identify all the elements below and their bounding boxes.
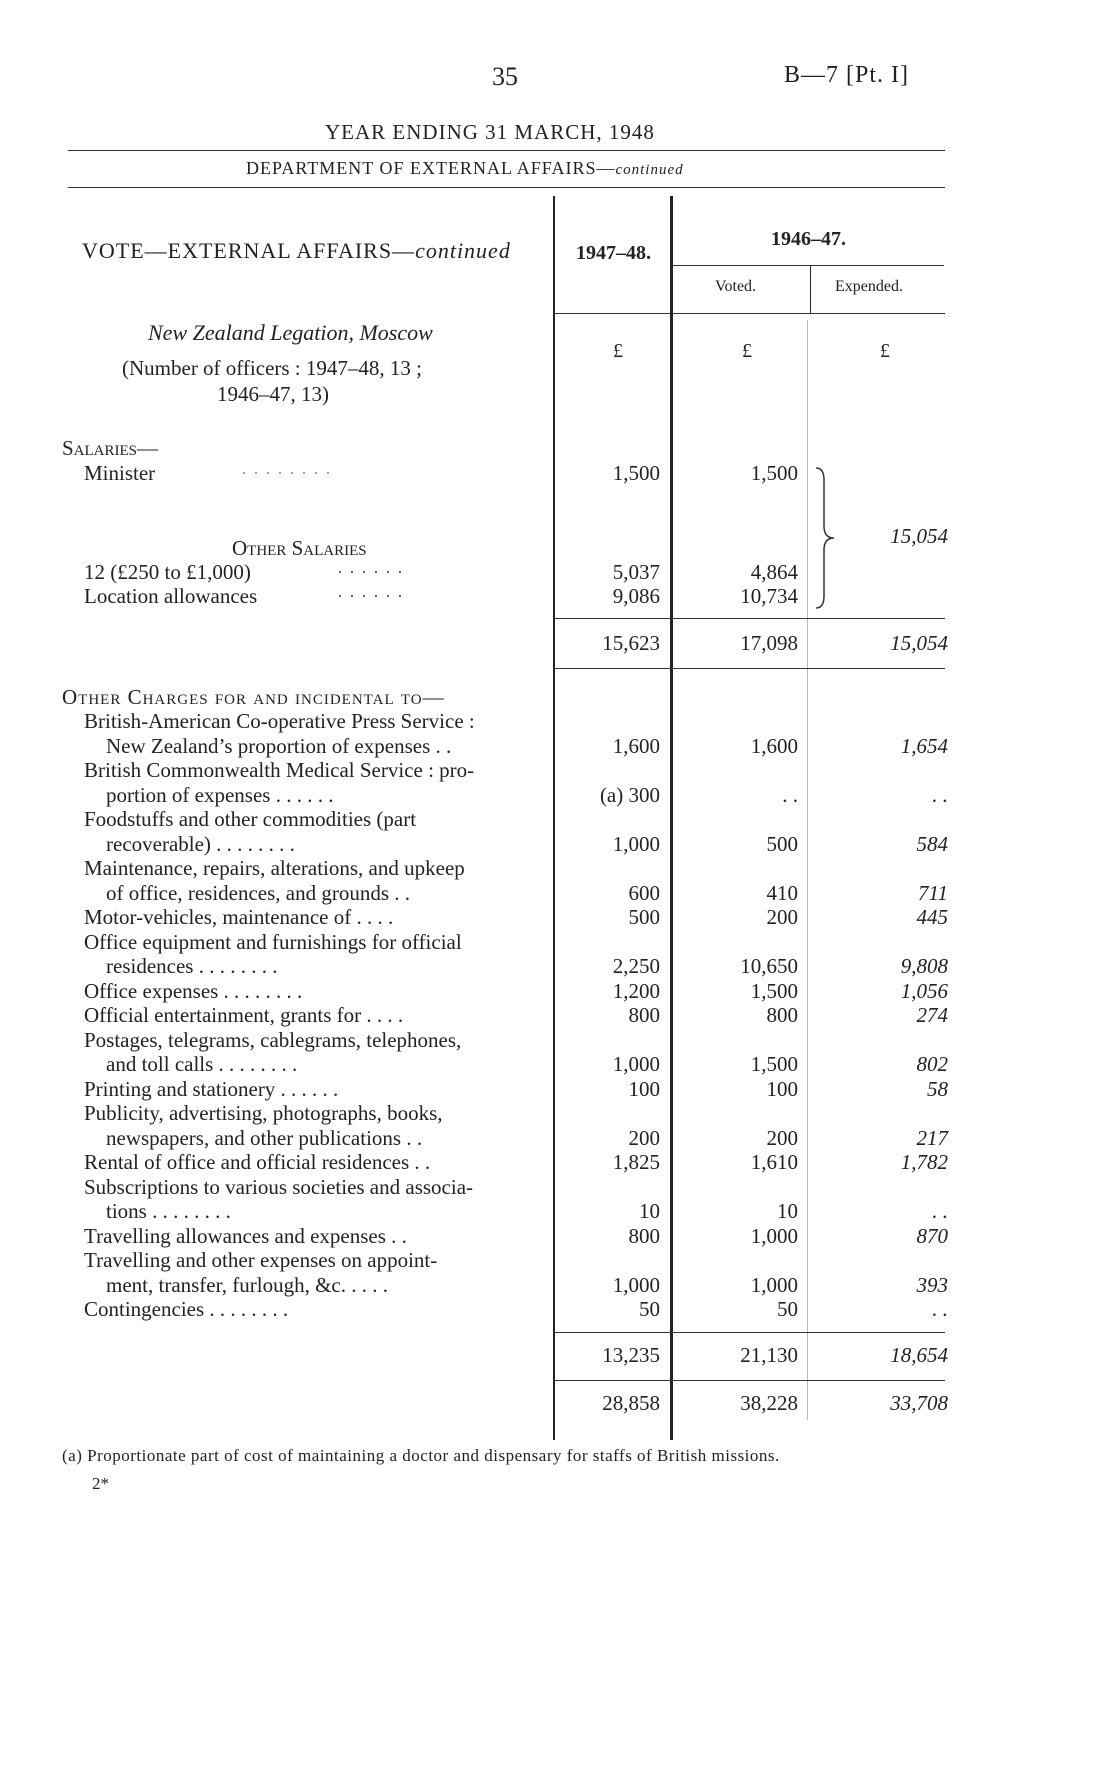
charge-row-1947-48: 500 — [628, 905, 660, 929]
currency-symbol-voted: £ — [742, 340, 752, 362]
charge-row-voted: 10,650 — [740, 954, 798, 978]
charge-row-1947-48: 600 — [628, 880, 660, 905]
salaries-subtotal-expended: 15,054 — [890, 631, 948, 655]
currency-symbol-1947: £ — [613, 340, 623, 362]
charge-row-expended: 1,056 — [900, 978, 948, 1003]
header-rule-bottom — [68, 187, 945, 188]
minister-voted: 1,500 — [750, 461, 798, 485]
charge-row-1947-48: 10 — [639, 1199, 660, 1223]
charge-row-label: British Commonwealth Medical Service : pro- — [84, 758, 475, 782]
salaries-heading: Salaries— — [62, 436, 159, 460]
charge-row-label: of office, residences, and grounds . . — [106, 880, 411, 905]
currency-symbol-expended: £ — [880, 340, 890, 362]
column-rule-expended-light — [807, 320, 808, 1420]
salaries-subtotal-rule-bottom — [555, 668, 945, 669]
footer-mark: 2* — [92, 1474, 109, 1493]
charges-subtotal-1947-48: 13,235 — [602, 1343, 660, 1367]
salaries-subtotal-voted: 17,098 — [740, 631, 798, 655]
charge-row-1947-48: 2,250 — [612, 954, 660, 978]
column-rule-middle — [670, 196, 673, 1440]
document-reference: B—7 [Pt. I] — [784, 62, 909, 88]
salaries-subtotal-rule — [555, 618, 945, 619]
charge-row-label: tions . . . . . . . . — [106, 1199, 231, 1223]
salary-row-voted: 4,864 — [750, 560, 798, 584]
charge-row-label: Travelling and other expenses on appoint- — [84, 1248, 438, 1272]
grand-total-voted: 38,228 — [740, 1391, 798, 1415]
charge-row-1947-48: 1,000 — [612, 1272, 660, 1297]
department-heading-main: DEPARTMENT OF EXTERNAL AFFAIRS— — [246, 158, 616, 178]
column-header-expended: Expended. — [835, 278, 903, 295]
salary-row-1947-48: 9,086 — [612, 584, 660, 608]
charge-row-expended: 274 — [916, 1003, 948, 1027]
salary-row-label: 12 (£250 to £1,000) — [84, 560, 251, 584]
charge-row-voted: 1,610 — [750, 1150, 798, 1174]
charge-row-expended: 58 — [927, 1076, 948, 1101]
legation-title: New Zealand Legation, Moscow — [148, 320, 433, 345]
charge-row-label: Maintenance, repairs, alterations, and upkeep — [84, 856, 465, 880]
charge-row-label: Contingencies . . . . . . . . — [84, 1297, 289, 1321]
other-salaries-heading: Other Salaries — [232, 536, 367, 560]
charge-row-1947-48: (a) 300 — [599, 782, 660, 807]
header-rule-1946-47 — [672, 265, 944, 266]
charge-row-label: Rental of office and official residences . . — [84, 1150, 431, 1174]
charge-row-voted: 1,000 — [750, 1223, 798, 1248]
salary-row-voted: 10,734 — [740, 584, 798, 608]
grand-total-expended: 33,708 — [890, 1391, 948, 1415]
charge-row-label: and toll calls . . . . . . . . — [106, 1052, 298, 1076]
charge-row-1947-48: 1,000 — [612, 831, 660, 856]
charge-row-1947-48: 1,000 — [612, 1052, 660, 1076]
charge-row-voted: 10 — [777, 1199, 798, 1223]
charge-row-expended: 9,808 — [900, 954, 948, 978]
page-number: 35 — [492, 62, 518, 91]
charge-row-label: Foodstuffs and other commodities (part — [84, 807, 417, 831]
charge-row-voted: 100 — [766, 1076, 798, 1101]
charge-row-expended: . . — [932, 1297, 948, 1321]
charge-row-1947-48: 1,600 — [612, 733, 660, 758]
charge-row-expended: 870 — [916, 1223, 948, 1248]
footnote: (a) Proportionate part of cost of maintaining a doctor and dispensary for staffs of British missions. — [62, 1446, 780, 1465]
header-rule-bottom-table — [555, 313, 945, 314]
charge-row-voted: 1,500 — [750, 1052, 798, 1076]
column-header-1947-48: 1947–48. — [576, 242, 651, 264]
charge-row-label: ment, transfer, furlough, &c. . . . . — [106, 1272, 389, 1297]
charge-row-label: Subscriptions to various societies and associa- — [84, 1174, 474, 1199]
department-heading-continued: continued — [615, 162, 684, 178]
other-charges-heading: Other Charges for and incidental to— — [62, 685, 445, 709]
charge-row-voted: 800 — [766, 1003, 798, 1027]
charge-row-voted: 1,000 — [750, 1272, 798, 1297]
charge-row-label: Postages, telegrams, cablegrams, telephones, — [84, 1027, 462, 1052]
charge-row-label: British-American Co-operative Press Service : — [84, 709, 475, 733]
charge-row-label: Motor-vehicles, maintenance of . . . . — [84, 905, 394, 929]
charge-row-1947-48: 800 — [628, 1223, 660, 1248]
charge-row-label: Office equipment and furnishings for official — [84, 929, 462, 954]
charge-row-label: portion of expenses . . . . . . — [106, 782, 334, 807]
column-rule-voted-expended — [810, 266, 811, 314]
charges-subtotal-rule — [555, 1332, 945, 1333]
charge-row-voted: 500 — [766, 831, 798, 856]
charge-row-1947-48: 100 — [628, 1076, 660, 1101]
salaries-subtotal-1947-48: 15,623 — [602, 631, 660, 655]
minister-1947-48: 1,500 — [612, 461, 660, 485]
department-heading — [246, 158, 684, 179]
charge-row-voted: 410 — [766, 880, 798, 905]
charges-subtotal-expended: 18,654 — [890, 1343, 948, 1367]
charge-row-label: Office expenses . . . . . . . . — [84, 978, 303, 1003]
charge-row-1947-48: 50 — [639, 1297, 660, 1321]
charge-row-label: recoverable) . . . . . . . . — [106, 831, 295, 856]
year-heading: YEAR ENDING 31 MARCH, 1948 — [325, 120, 655, 144]
charge-row-voted: 200 — [766, 905, 798, 929]
minister-label: Minister — [84, 461, 156, 485]
charge-row-1947-48: 200 — [628, 1125, 660, 1150]
charge-row-voted: 1,500 — [750, 978, 798, 1003]
minister-leader-dots: . . . . . . . . — [242, 461, 332, 478]
header-rule-top — [68, 150, 945, 151]
charge-row-label: New Zealand’s proportion of expenses . . — [106, 733, 452, 758]
vote-heading — [82, 238, 511, 264]
column-rule-left — [553, 196, 555, 1440]
charge-row-expended: 445 — [916, 905, 948, 929]
grand-total-rule — [555, 1380, 945, 1381]
charge-row-expended: . . — [932, 782, 948, 807]
charge-row-expended: 584 — [916, 831, 948, 856]
charge-row-expended: 1,654 — [900, 733, 948, 758]
charge-row-1947-48: 1,825 — [612, 1150, 660, 1174]
charge-row-voted: 50 — [777, 1297, 798, 1321]
salary-row-label: Location allowances — [84, 584, 258, 608]
charge-row-expended: 802 — [916, 1052, 948, 1076]
charge-row-label: residences . . . . . . . . — [106, 954, 278, 978]
vote-heading-continued: continued — [415, 238, 511, 263]
charge-row-label: Official entertainment, grants for . . . . — [84, 1003, 404, 1027]
salary-row-1947-48: 5,037 — [612, 560, 660, 584]
charge-row-label: Publicity, advertising, photographs, books, — [84, 1101, 443, 1125]
vote-heading-main: VOTE—EXTERNAL AFFAIRS— — [82, 238, 416, 263]
charge-row-voted: 200 — [766, 1125, 798, 1150]
charges-subtotal-voted: 21,130 — [740, 1343, 798, 1367]
column-header-voted: Voted. — [715, 278, 757, 295]
charge-row-1947-48: 1,200 — [612, 978, 660, 1003]
charge-row-expended: . . — [932, 1199, 948, 1223]
salary-row-dots: . . . . . . — [338, 560, 404, 577]
charge-row-voted: . . — [782, 782, 798, 807]
charge-row-label: Printing and stationery . . . . . . — [84, 1076, 339, 1101]
column-header-1946-47: 1946–47. — [771, 228, 846, 250]
charge-row-label: Travelling allowances and expenses . . — [84, 1223, 407, 1248]
charge-row-voted: 1,600 — [750, 733, 798, 758]
officers-line-2: 1946–47, 13) — [217, 382, 329, 406]
salaries-expended-combined: 15,054 — [890, 524, 948, 548]
charge-row-expended: 1,782 — [900, 1150, 948, 1174]
salary-row-dots: . . . . . . — [338, 584, 404, 601]
charge-row-1947-48: 800 — [628, 1003, 660, 1027]
charge-row-expended: 711 — [918, 880, 948, 905]
officers-line-1: (Number of officers : 1947–48, 13 ; — [122, 356, 422, 380]
grand-total-1947-48: 28,858 — [602, 1391, 660, 1415]
charge-row-expended: 393 — [916, 1272, 948, 1297]
charge-row-label: newspapers, and other publications . . — [106, 1125, 423, 1150]
charge-row-expended: 217 — [916, 1125, 948, 1150]
